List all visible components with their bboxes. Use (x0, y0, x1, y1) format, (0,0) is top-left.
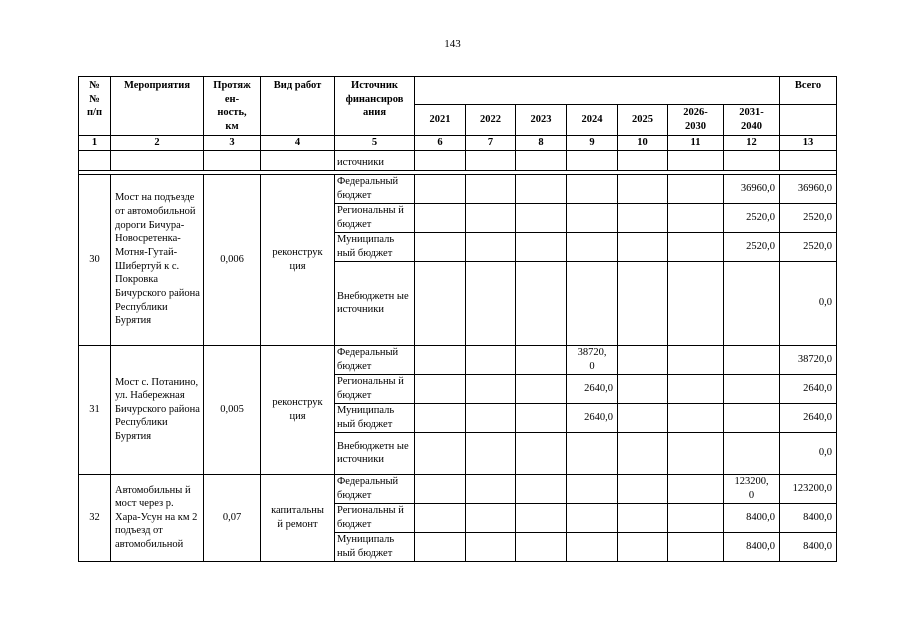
project-number: 30 (79, 174, 111, 345)
value-2024 (567, 532, 618, 561)
column-number: 7 (466, 136, 516, 151)
column-number: 9 (567, 136, 618, 151)
page-number: 143 (444, 38, 461, 50)
source-cell: Муниципаль ный бюджет (335, 532, 415, 561)
value-total: 2640,0 (780, 403, 837, 432)
header-year: 2021 (415, 105, 466, 136)
project-length: 0,07 (204, 474, 261, 561)
value-total: 36960,0 (780, 174, 837, 203)
project-work-type: реконструк ция (261, 174, 335, 345)
project-length: 0,005 (204, 345, 261, 474)
header-num: № № п/п (79, 77, 111, 136)
value-2031-2040: 2520,0 (724, 203, 780, 232)
header-measures: Мероприятия (111, 77, 204, 136)
source-cell: Внебюджетн ые источники (335, 432, 415, 474)
value-total: 8400,0 (780, 532, 837, 561)
source-cell: источники (335, 150, 415, 170)
value-2031-2040: 8400,0 (724, 503, 780, 532)
header-source: Источник финансиров ания (335, 77, 415, 136)
value-2024 (567, 203, 618, 232)
table-row (79, 474, 837, 503)
source-cell: Федеральный бюджет (335, 474, 415, 503)
value-2024 (567, 261, 618, 345)
header-year: 2026- 2030 (668, 105, 724, 136)
source-cell: Федеральный бюджет (335, 345, 415, 374)
value-2031-2040: 2520,0 (724, 232, 780, 261)
column-number: 5 (335, 136, 415, 151)
value-2031-2040: 36960,0 (724, 174, 780, 203)
project-name: Мост с. Потанино, ул. Набережная Бичурского района Республики Бурятия (111, 345, 204, 474)
value-total: 2640,0 (780, 374, 837, 403)
column-number: 2 (111, 136, 204, 151)
value-2024 (567, 232, 618, 261)
header-year: 2024 (567, 105, 618, 136)
value-2031-2040 (724, 374, 780, 403)
header-row-1 (79, 77, 837, 105)
column-number: 11 (668, 136, 724, 151)
value-2024: 38720, 0 (567, 345, 618, 374)
value-2024 (567, 432, 618, 474)
column-number: 1 (79, 136, 111, 151)
value-total: 0,0 (780, 261, 837, 345)
source-cell: Муниципаль ный бюджет (335, 232, 415, 261)
column-number: 10 (618, 136, 668, 151)
project-name: Мост на подъезде от автомобильной дороги Бичура-Новосретенка-Мотня-Гутай-Шибертуй к с. Покровка Бичурского района Республики Бурятия (111, 174, 204, 345)
project-length: 0,006 (204, 174, 261, 345)
column-number: 4 (261, 136, 335, 151)
header-total: Всего (780, 77, 837, 105)
column-number: 3 (204, 136, 261, 151)
column-number: 8 (516, 136, 567, 151)
header-empty (780, 105, 837, 136)
financing-table (78, 76, 837, 562)
value-2024 (567, 474, 618, 503)
header-year: 2022 (466, 105, 516, 136)
value-2031-2040 (724, 261, 780, 345)
value-total: 38720,0 (780, 345, 837, 374)
project-name: Автомобильны й мост через р. Хара-Усун на км 2 подъезд от автомобильной (111, 474, 204, 561)
value-total: 123200,0 (780, 474, 837, 503)
column-number: 13 (780, 136, 837, 151)
value-2024 (567, 174, 618, 203)
value-total: 2520,0 (780, 203, 837, 232)
project-work-type: капитальны й ремонт (261, 474, 335, 561)
source-cell: Региональны й бюджет (335, 503, 415, 532)
project-work-type: реконструк ция (261, 345, 335, 474)
value-2031-2040: 123200, 0 (724, 474, 780, 503)
source-cell: Внебюджетн ые источники (335, 261, 415, 345)
source-cell: Муниципаль ный бюджет (335, 403, 415, 432)
source-cell: Региональны й бюджет (335, 203, 415, 232)
value-2031-2040 (724, 403, 780, 432)
source-cell: Федеральный бюджет (335, 174, 415, 203)
value-total: 2520,0 (780, 232, 837, 261)
column-number: 12 (724, 136, 780, 151)
value-2024: 2640,0 (567, 403, 618, 432)
header-year: 2031- 2040 (724, 105, 780, 136)
continuation-row (79, 150, 837, 170)
column-number: 6 (415, 136, 466, 151)
value-2031-2040 (724, 345, 780, 374)
column-number-row (79, 136, 837, 151)
value-2024: 2640,0 (567, 374, 618, 403)
header-year: 2023 (516, 105, 567, 136)
value-2031-2040 (724, 432, 780, 474)
header-length: Протяж ен- ность, км (204, 77, 261, 136)
source-cell: Региональны й бюджет (335, 374, 415, 403)
value-2024 (567, 503, 618, 532)
table-row (79, 174, 837, 203)
table-row (79, 345, 837, 374)
project-number: 31 (79, 345, 111, 474)
header-year: 2025 (618, 105, 668, 136)
value-total: 8400,0 (780, 503, 837, 532)
value-2031-2040: 8400,0 (724, 532, 780, 561)
project-number: 32 (79, 474, 111, 561)
value-total: 0,0 (780, 432, 837, 474)
header-work-type: Вид работ (261, 77, 335, 136)
header-years-span (415, 77, 780, 105)
